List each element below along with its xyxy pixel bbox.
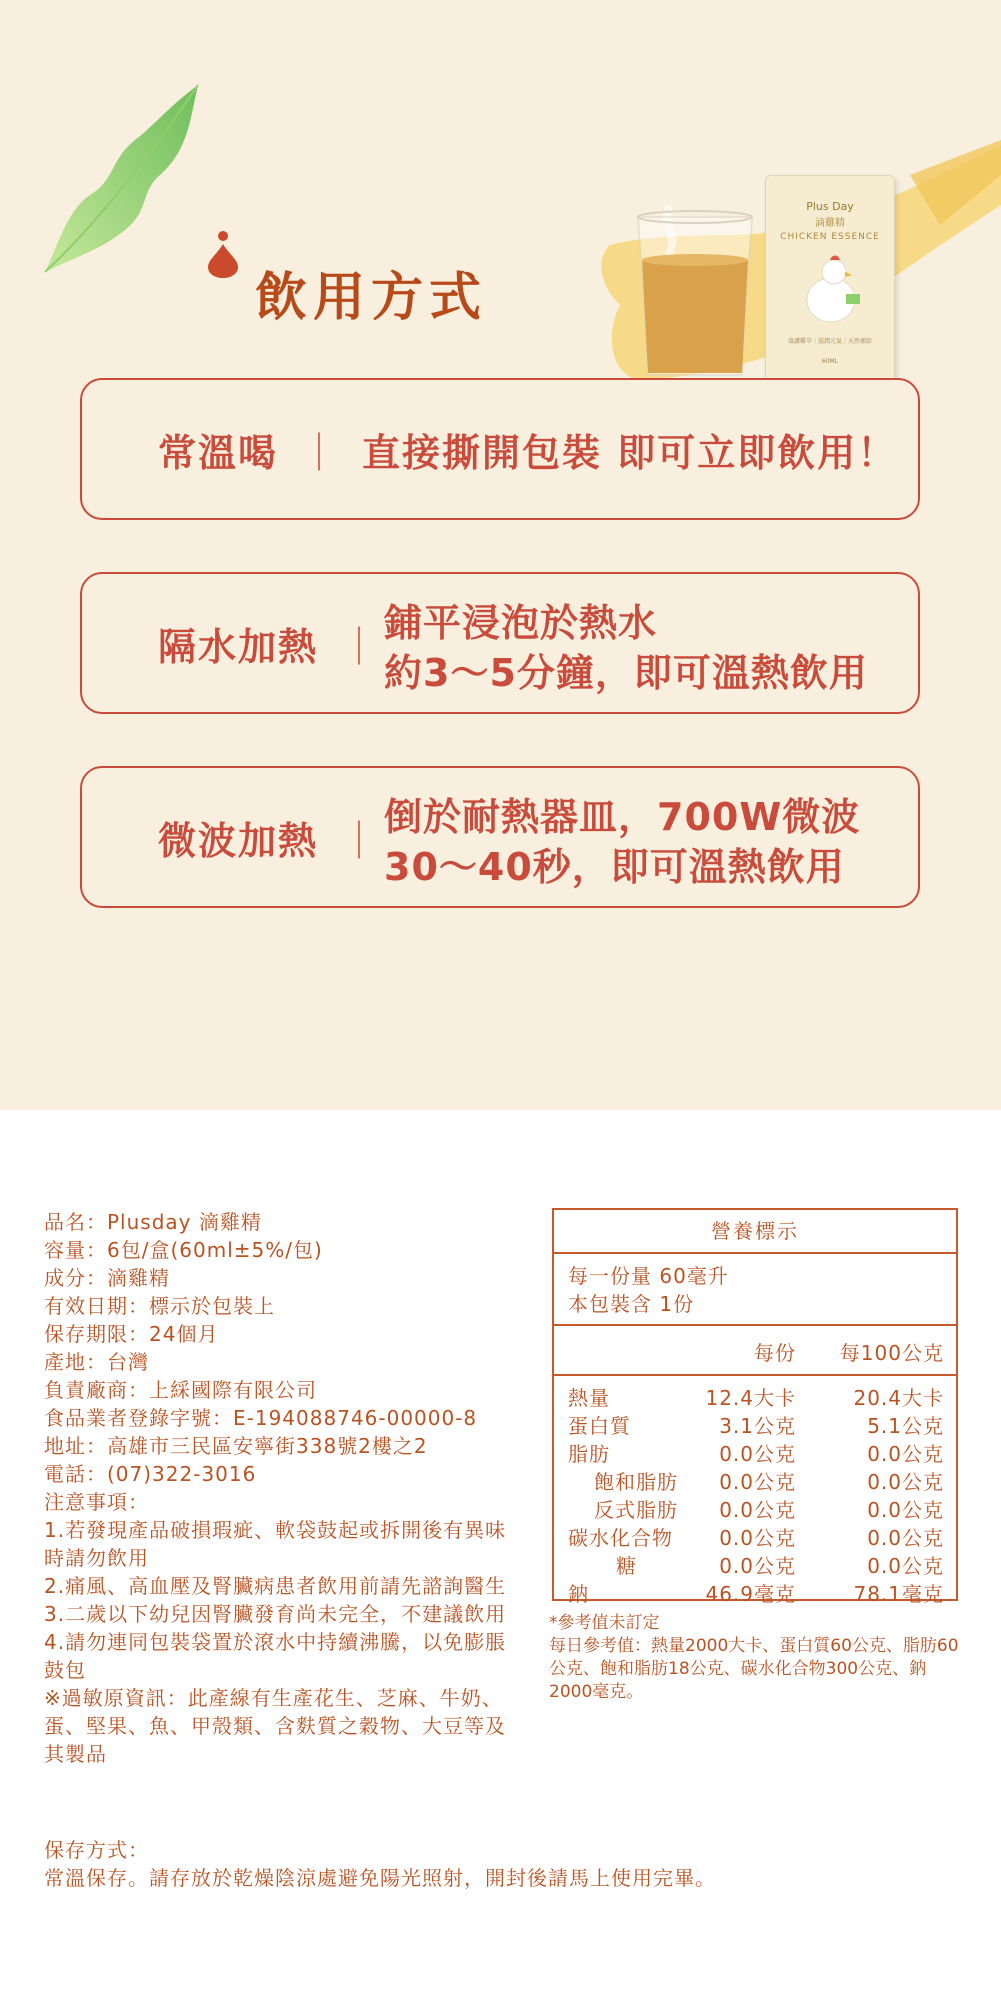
info-line: 電話：(07)322-3016 (44, 1462, 257, 1486)
method-line-2: 30～40秒，即可溫熱飲用 (384, 845, 845, 889)
nutrient-name: 熱量 (568, 1386, 610, 1410)
info-line: ※過敏原資訊：此產線有生產花生、芝麻、牛奶、蛋、堅果、魚、甲殼類、含麩質之穀物、大豆等及其製品 (44, 1686, 506, 1766)
nutrient-per-serving: 0.0公克 (719, 1526, 796, 1550)
nutrient-per-100g: 78.1毫克 (853, 1582, 944, 1606)
nutrition-row (554, 1494, 956, 1522)
note-title: *參考值未訂定 (549, 1613, 660, 1633)
chicken-icon (796, 250, 866, 330)
method-separator: ｜ (340, 818, 379, 863)
wave-divider (0, 1055, 1001, 1125)
info-line: 4.請勿連同包裝袋置於滾水中持續沸騰，以免膨脹鼓包 (44, 1630, 507, 1682)
info-line: 成分：滴雞精 (44, 1266, 170, 1290)
nutrition-row (554, 1550, 956, 1578)
nutrient-per-100g: 0.0公克 (867, 1470, 944, 1494)
nutrient-name: 糖 (616, 1554, 637, 1578)
info-line: 3.二歲以下幼兒因腎臟發育尚未完全，不建議飲用 (44, 1602, 507, 1626)
nutrient-per-serving: 0.0公克 (719, 1442, 796, 1466)
nutrient-per-serving: 0.0公克 (719, 1554, 796, 1578)
nutrient-per-serving: 46.9毫克 (705, 1582, 796, 1606)
nutrient-per-100g: 20.4大卡 (853, 1386, 944, 1410)
col-per-serving: 每份 (754, 1341, 796, 1365)
info-line: 食品業者登錄字號：E-194088746-00000-8 (44, 1406, 478, 1430)
product-info (44, 1208, 514, 1768)
leaf-decoration (40, 80, 210, 280)
info-line: 有效日期：標示於包裝上 (44, 1294, 275, 1318)
method-label: 隔水加熱 (158, 624, 319, 669)
servings-per-pack: 本包裝含 1份 (568, 1292, 695, 1316)
nutrition-title: 營養標示 (554, 1210, 956, 1254)
info-line: 注意事項： (44, 1490, 149, 1514)
nutrient-per-serving: 3.1公克 (719, 1414, 796, 1438)
product-pouch-image (765, 175, 895, 382)
nutrient-per-serving: 12.4大卡 (705, 1386, 796, 1410)
nutrient-name: 碳水化合物 (568, 1526, 673, 1550)
nutrient-per-serving: 0.0公克 (719, 1498, 796, 1522)
pouch-volume: 60ML (821, 358, 839, 365)
nutrient-name: 飽和脂肪 (594, 1470, 678, 1494)
method-water-bath (80, 572, 920, 714)
nutrition-table (552, 1208, 958, 1606)
droplet-icon (205, 222, 241, 278)
info-line: 容量：6包/盒(60ml±5%/包) (44, 1238, 323, 1262)
nutrient-name: 反式脂肪 (594, 1498, 678, 1522)
method-microwave (80, 766, 920, 908)
nutrition-row (554, 1382, 956, 1410)
info-line: 地址：高雄市三民區安寧街338號2樓之2 (44, 1434, 428, 1458)
col-per-100g: 每100公克 (839, 1341, 944, 1365)
glass-image (630, 205, 760, 380)
nutrition-row (554, 1438, 956, 1466)
nutrition-note (549, 1612, 969, 1704)
storage-info (44, 1836, 716, 1892)
method-separator: ｜ (300, 430, 341, 475)
storage-title: 保存方式： (44, 1838, 149, 1862)
serving-size: 每一份量 60毫升 (568, 1264, 729, 1288)
pouch-brand: Plus Day (806, 200, 854, 213)
storage-text: 常溫保存。請存放於乾燥陰涼處避免陽光照射，開封後請馬上使用完畢。 (44, 1866, 716, 1890)
info-line: 品名：Plusday 滴雞精 (44, 1210, 262, 1234)
nutrient-name: 脂肪 (568, 1442, 610, 1466)
info-line: 1.若發現產品破損瑕疵、軟袋鼓起或拆開後有異味時請勿飲用 (44, 1518, 507, 1570)
nutrient-per-100g: 5.1公克 (867, 1414, 944, 1438)
method-label: 常溫喝 (158, 430, 279, 475)
method-text: 直接撕開包裝 即可立即飲用！ (362, 430, 898, 475)
nutrient-per-100g: 0.0公克 (867, 1498, 944, 1522)
pouch-subtitle: 溫濃雞萃｜滋潤元氣｜天然補給 (787, 338, 872, 345)
nutrient-per-100g: 0.0公克 (867, 1554, 944, 1578)
method-room-temp (80, 378, 920, 520)
method-line-1: 倒於耐熱器皿，700W微波 (384, 795, 861, 839)
nutrient-per-serving: 0.0公克 (719, 1470, 796, 1494)
nutrient-per-100g: 0.0公克 (867, 1526, 944, 1550)
nutrient-per-100g: 0.0公克 (867, 1442, 944, 1466)
nutrition-row (554, 1466, 956, 1494)
info-line: 保存期限：24個月 (44, 1322, 219, 1346)
nutrition-row (554, 1410, 956, 1438)
serving-info (554, 1254, 956, 1326)
info-line: 產地：台灣 (44, 1350, 149, 1374)
info-line: 負責廠商：上綵國際有限公司 (44, 1378, 317, 1402)
info-line: 2.痛風、高血壓及腎臟病患者飲用前請先諮詢醫生 (44, 1574, 507, 1598)
method-line-2: 約3～5分鐘，即可溫熱飲用 (384, 651, 868, 695)
nutrient-name: 鈉 (568, 1582, 589, 1606)
section-title: 飲用方式 (255, 268, 488, 328)
method-label: 微波加熱 (158, 818, 319, 863)
nutrition-row (554, 1522, 956, 1550)
pouch-english: CHICKEN ESSENCE (780, 232, 880, 242)
nutrient-name: 蛋白質 (568, 1414, 631, 1438)
method-separator: ｜ (340, 624, 379, 669)
nutrition-row (554, 1578, 956, 1606)
pouch-name: 滴雞精 (815, 218, 845, 229)
note-text: 每日參考值：熱量2000大卡、蛋白質60公克、脂肪60公克、飽和脂肪18公克、碳水化合物300公克、鈉2000毫克。 (549, 1636, 959, 1702)
nutrition-header-row (554, 1326, 956, 1376)
method-line-1: 鋪平浸泡於熱水 (384, 601, 658, 645)
